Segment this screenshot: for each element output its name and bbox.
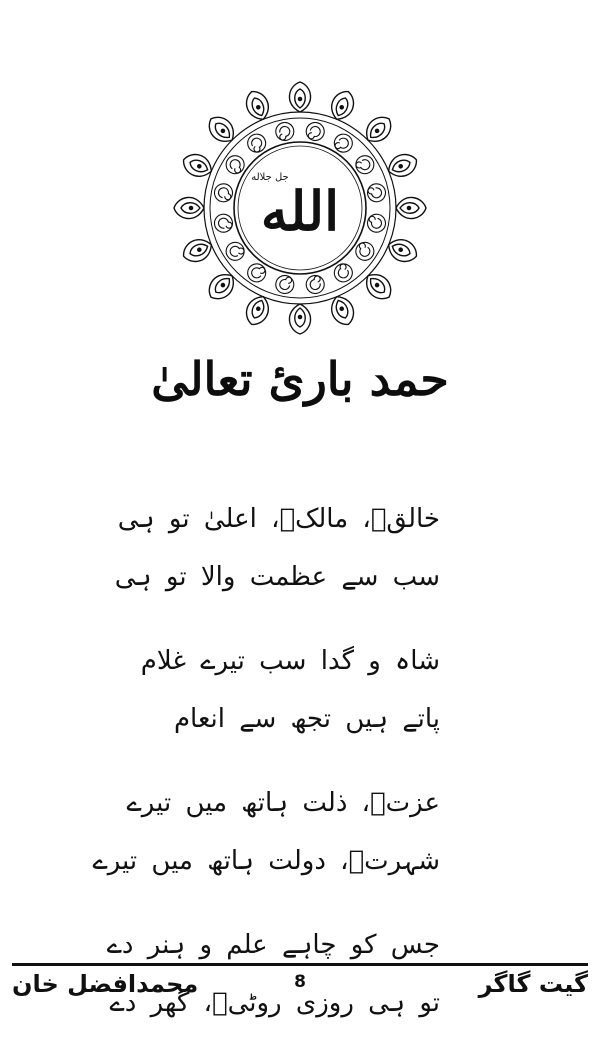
verse-line: عزتؔ، ذلت ہاتھ میں تیرے [126,788,440,818]
footer-book-title: گیت گاگر [478,970,588,998]
verse-line: خالقؔ، مالکؔ، اعلیٰ تو ہی [117,504,440,534]
page-footer [12,968,588,1008]
allah-calligraphy: الله [260,179,340,243]
stanza [114,490,440,606]
verse-line: جس کو چاہے علم و ہنر دے [106,930,440,960]
verse-line: شاہ و گدا سب تیرے غلام [140,646,440,676]
page-number: 8 [294,972,306,992]
mandala-emblem [172,80,428,336]
footer-author: محمدافضل خان [12,970,199,998]
page-title: حمد باریٔ تعالیٰ [151,352,449,406]
footer-divider [12,963,588,966]
stanza [92,774,440,890]
verse-line: پاتے ہیں تجھ سے انعام [173,704,440,734]
verse-line: تو ہی روزی روٹیؔ، گھر دے [109,988,440,1018]
verse-line: سب سے عظمت والا تو ہی [114,562,440,592]
honorific-calligraphy: جل جلاله [251,172,289,183]
verse-line: شہرتؔ، دولت ہاتھ میں تیرے [92,846,440,876]
stanza [140,632,440,748]
